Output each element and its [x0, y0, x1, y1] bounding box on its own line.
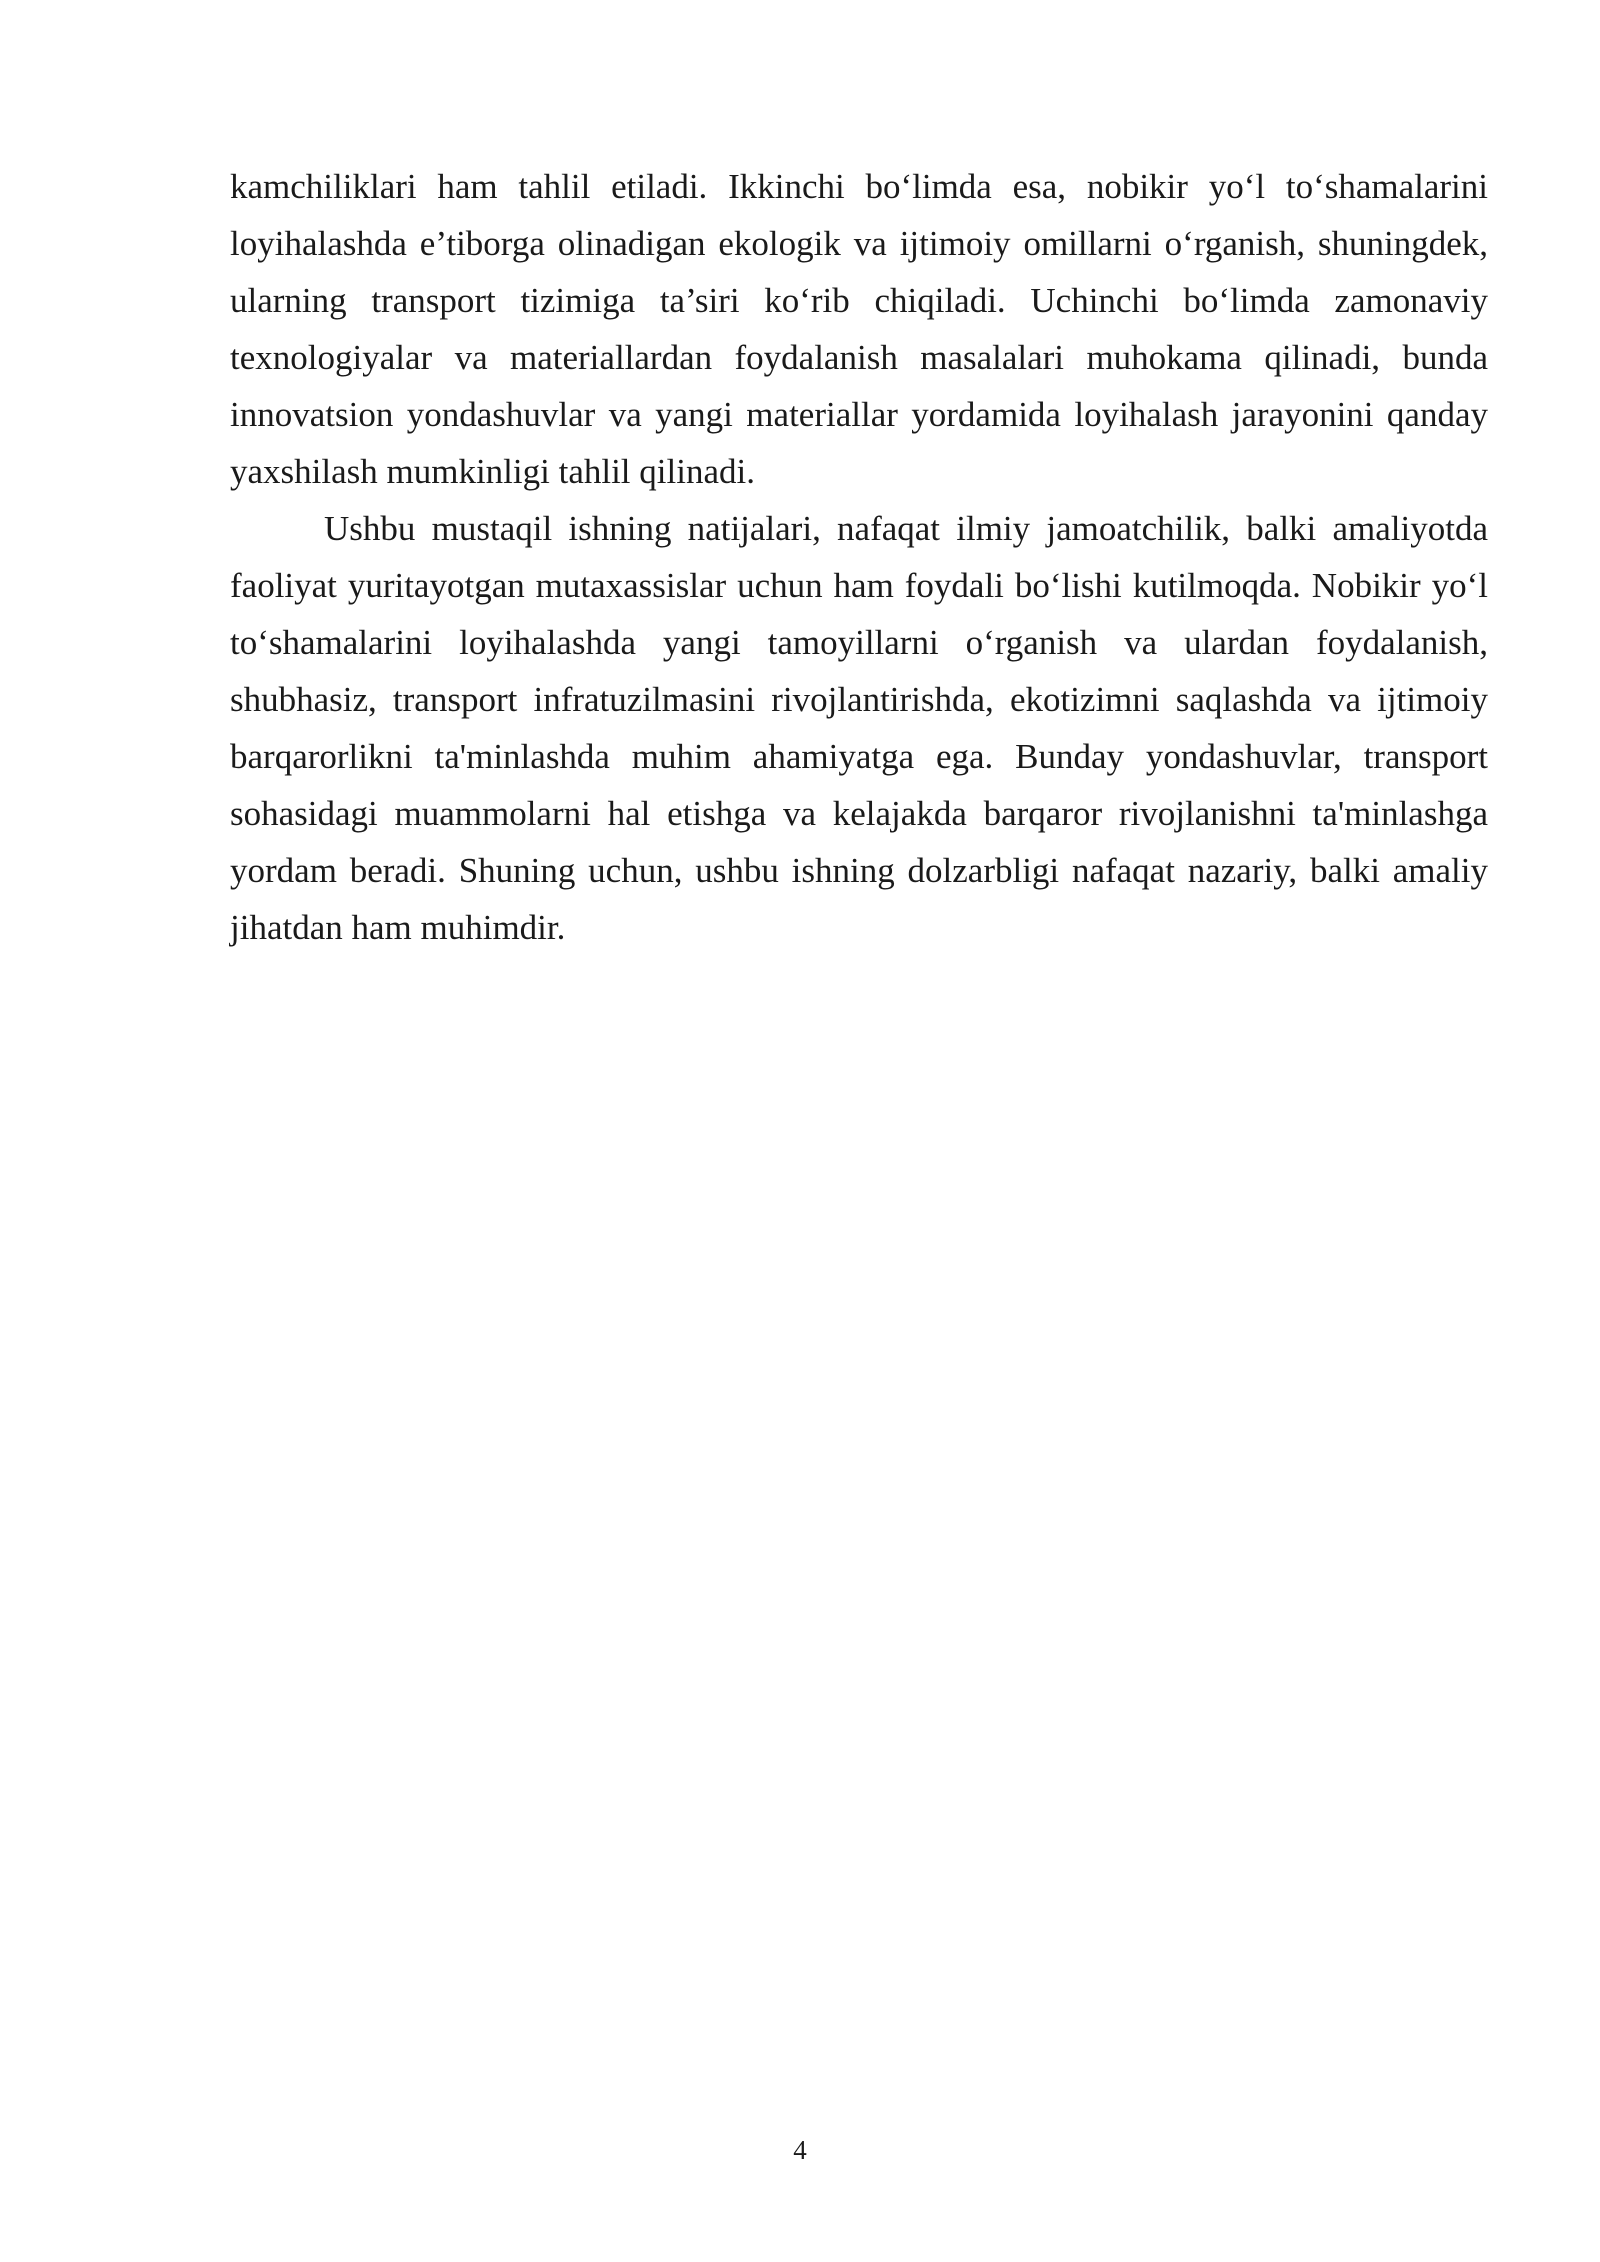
body-text	[230, 158, 1488, 956]
page-number: 4	[793, 2135, 807, 2165]
paragraph-results: Ushbu mustaqil ishning natijalari, nafaqat ilmiy jamoatchilik, balki amaliyotda faoliyat yuritayotgan mutaxassislar uchun ham foydali bo‘lishi kutilmoqda. Nobikir yo‘l to‘shamalarini loyihalashda yangi tamoyillarni o‘rganish va ulardan foydalanish, shubhasiz, transport infratuzilmasini rivojlantirishda, ekotizimni saqlashda va ijtimoiy barqarorlikni ta'minlashda muhim ahamiyatga ega. Bunday yondashuvlar, transport sohasidagi muammolarni hal etishga va kelajakda barqaror rivojlanishni ta'minlashga yordam beradi. Shuning uchun, ushbu ishning dolzarbligi nafaqat nazariy, balki amaliy jihatdan ham muhimdir.	[230, 509, 1488, 947]
paragraph-continuation: kamchiliklari ham tahlil etiladi. Ikkinchi bo‘limda esa, nobikir yo‘l to‘shamalarini loyihalashda e’tiborga olinadigan ekologik va ijtimoiy omillarni o‘rganish, shuningdek, ularning transport tizimiga ta’siri ko‘rib chiqiladi. Uchinchi bo‘limda zamonaviy texnologiyalar va materiallardan foydalanish masalalari muhokama qilinadi, bunda innovatsion yondashuvlar va yangi materiallar yordamida loyihalash jarayonini qanday yaxshilash mumkinligi tahlil qilinadi.	[230, 167, 1488, 491]
